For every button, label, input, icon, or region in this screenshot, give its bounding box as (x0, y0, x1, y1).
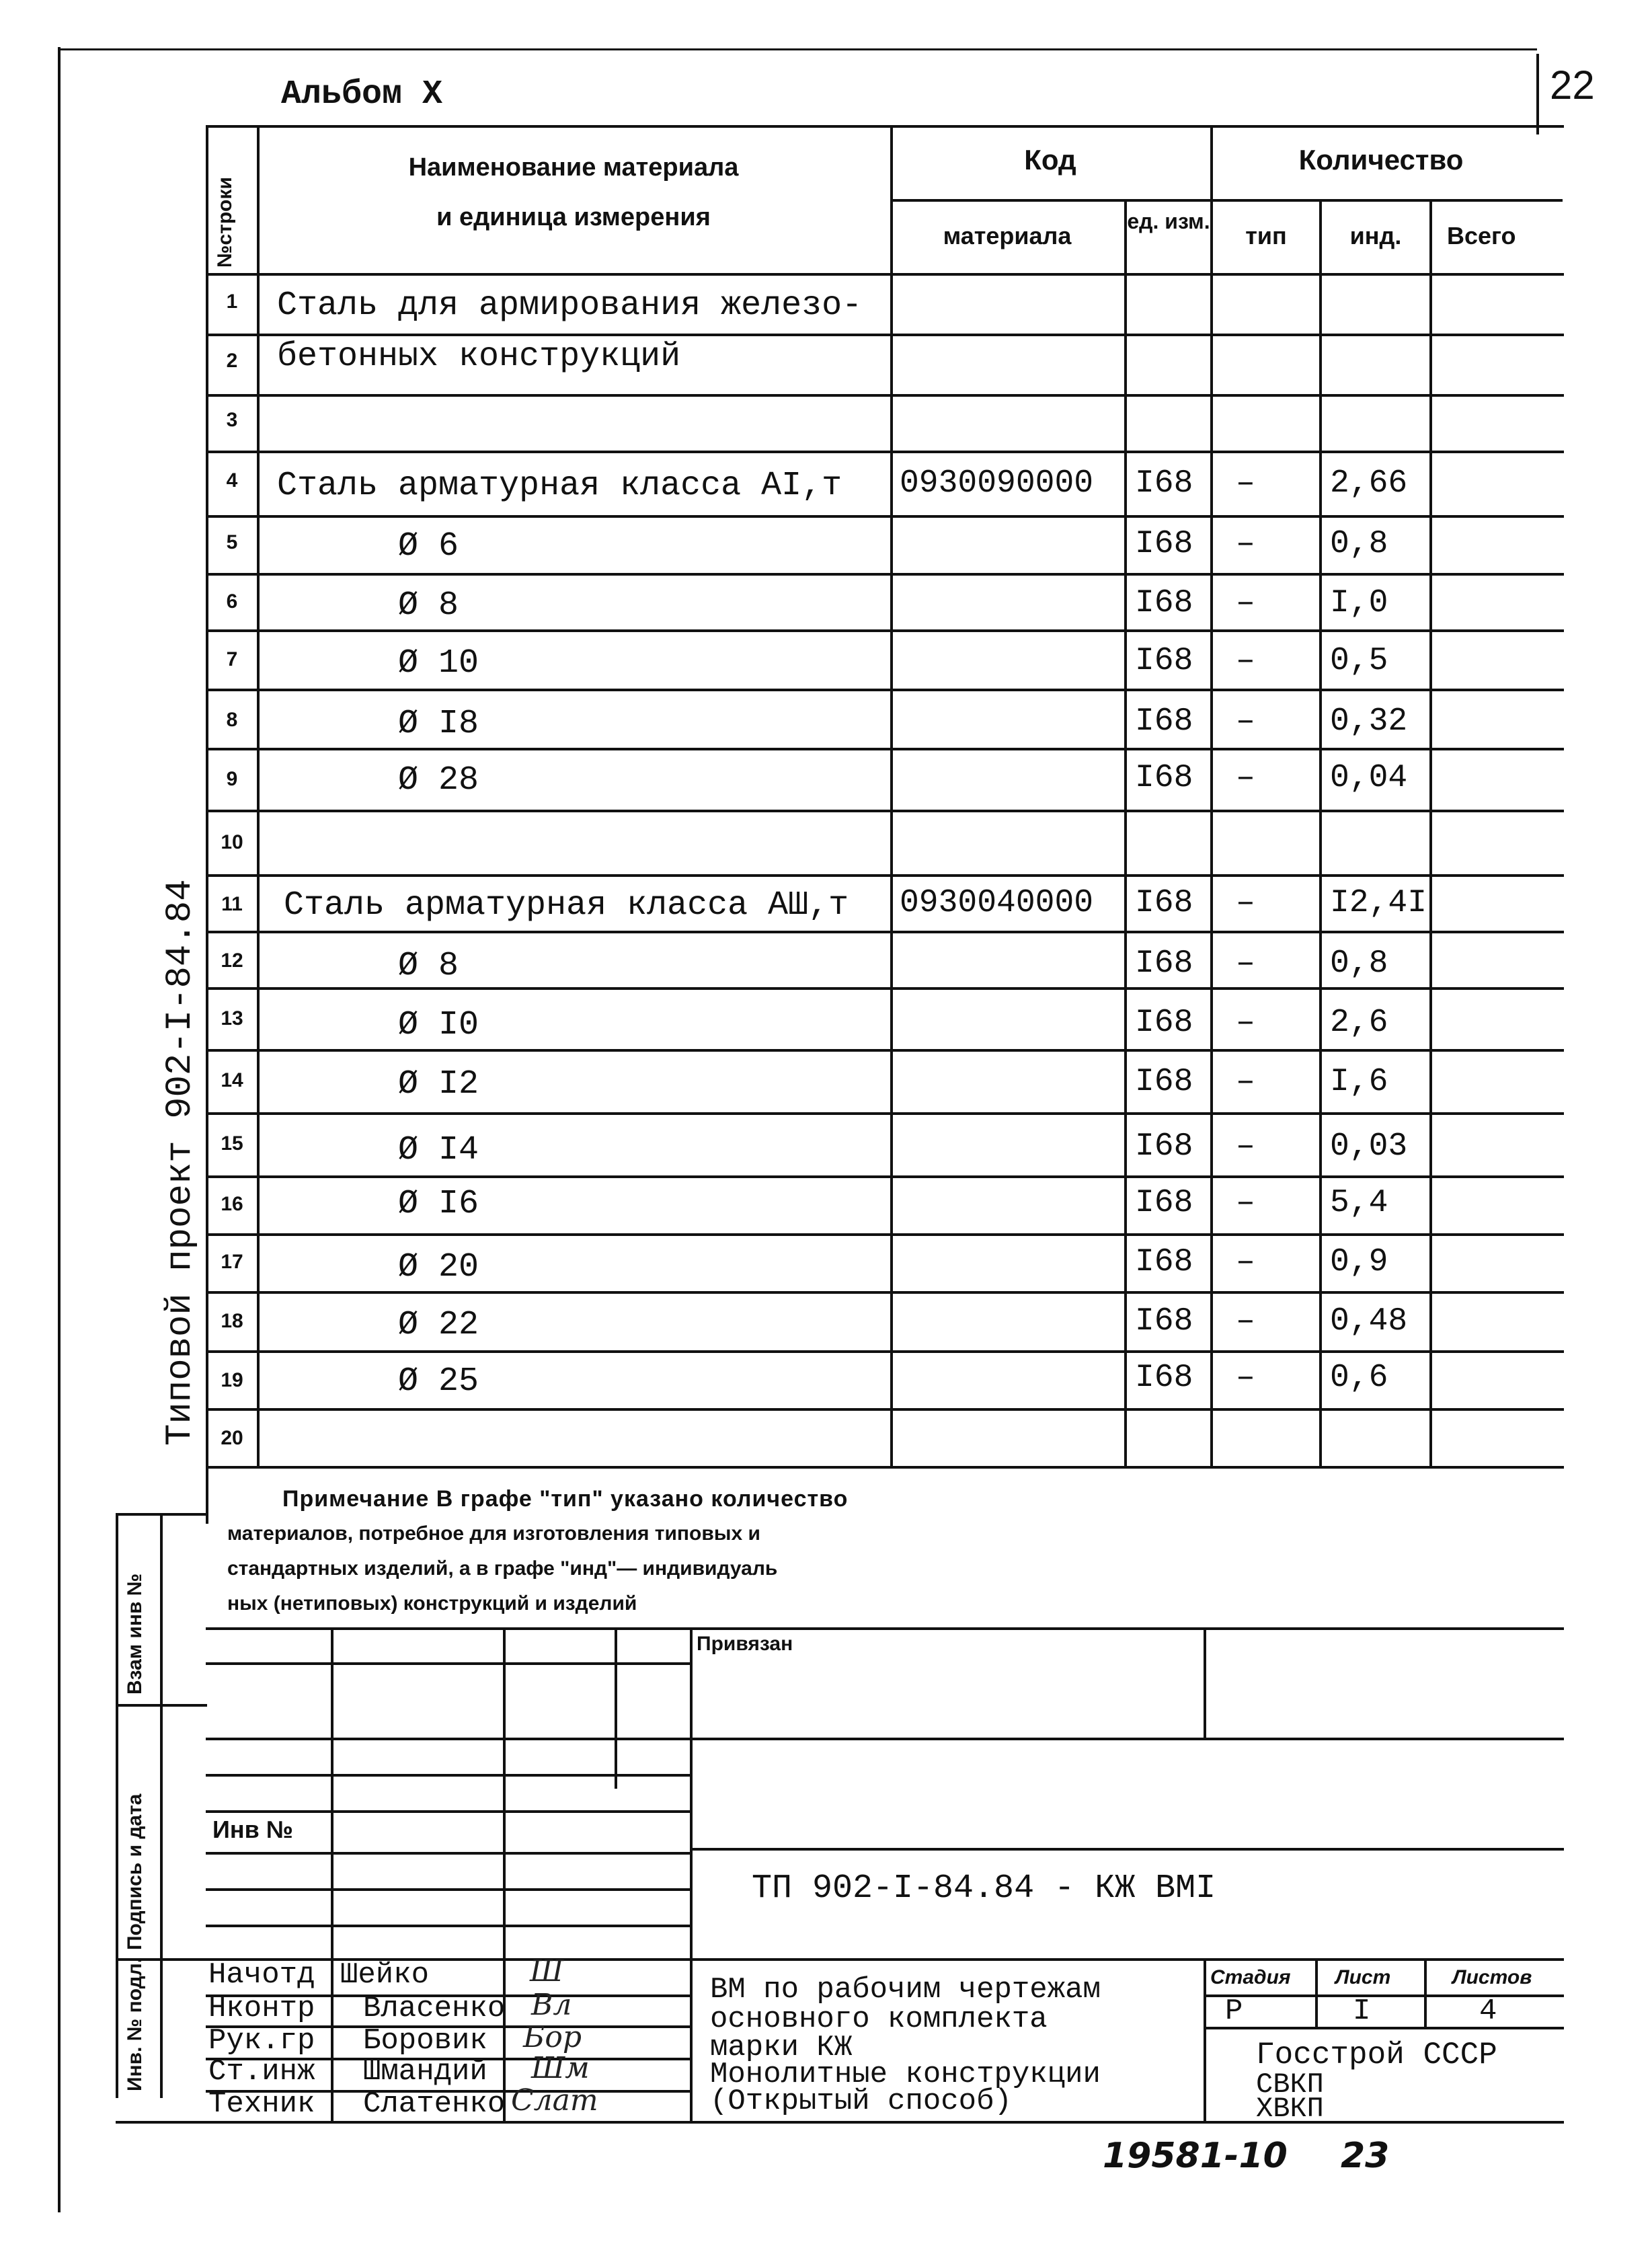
unit-code: I68 (1135, 703, 1193, 740)
row-line (206, 515, 1564, 518)
tb-signature: Слат (511, 2083, 598, 2118)
qty-type: – (1236, 1005, 1255, 1041)
tb-line (206, 1627, 1564, 1630)
unit-code: I68 (1135, 1128, 1193, 1165)
row-number: 19 (221, 1369, 243, 1391)
tb-inv-no: Инв № (212, 1816, 293, 1843)
material-name: бетонных конструкций (277, 338, 681, 376)
material-name: Сталь арматурная класса АШ,т (284, 886, 849, 925)
footer-page-number: 23 (1341, 2136, 1390, 2176)
material-name: Ø 8 (398, 947, 459, 985)
tb-desc-5: (Открытый способ) (710, 2085, 1012, 2118)
qty-type: – (1236, 643, 1255, 679)
note-line-2: материалов, потребное для изготовления типовых и (227, 1522, 760, 1545)
unit-code: I68 (1135, 1005, 1193, 1041)
tb-line (206, 1888, 690, 1891)
unit-code: I68 (1135, 585, 1193, 621)
stamp-col-right (160, 1513, 163, 2098)
material-name: Ø 22 (398, 1306, 479, 1344)
tb-line (1204, 1994, 1564, 1997)
row-line (206, 1291, 1564, 1294)
tb-person: Слатенко (363, 2087, 506, 2121)
qty-ind: I2,4I (1330, 885, 1427, 921)
row-line (206, 1408, 1564, 1411)
qty-ind: 0,5 (1330, 643, 1388, 679)
row-line (206, 451, 1564, 453)
tb-line (206, 1852, 690, 1855)
tb-stage-label: Стадия (1210, 1966, 1291, 1988)
row-line (206, 334, 1564, 336)
tb-vline (690, 1627, 693, 2122)
tb-org-2: СВКП (1256, 2068, 1324, 2101)
qty-ind: 5,4 (1330, 1185, 1388, 1221)
qty-ind: 2,66 (1330, 465, 1408, 502)
tb-org-1: Госстрой СССР (1256, 2038, 1497, 2072)
material-name: Ø I0 (398, 1006, 479, 1044)
stamp-col-div1 (116, 1704, 207, 1707)
row-line (206, 629, 1564, 632)
tb-signature: Вл (531, 1988, 572, 2022)
header-row-number: №строки (214, 177, 236, 268)
tb-signature: Шм (531, 2051, 590, 2085)
tb-role: Ст.инж (208, 2055, 315, 2089)
header-bottom-line (206, 273, 1564, 276)
tb-sheet-label: Лист (1335, 1966, 1391, 1988)
col-line-ind (1429, 199, 1432, 1467)
row-number: 12 (221, 949, 243, 972)
tb-person: Боровик (363, 2024, 487, 2058)
material-name: Ø 25 (398, 1362, 479, 1401)
row-number: 17 (221, 1251, 243, 1273)
tb-vline (615, 1627, 617, 1789)
footer-archive-number: 19581-10 (1103, 2136, 1288, 2176)
tb-signature: Бор (523, 2020, 582, 2054)
row-number: 9 (226, 768, 238, 790)
material-name: Ø 28 (398, 761, 479, 800)
unit-code: I68 (1135, 643, 1193, 679)
row-line (206, 874, 1564, 877)
row-line (206, 987, 1564, 990)
row-number: 14 (221, 1069, 243, 1091)
col-line-unit (1210, 125, 1213, 1467)
header-quantity: Количество (1298, 144, 1464, 176)
tb-line (206, 1662, 690, 1665)
tb-line (1204, 2027, 1564, 2029)
col-line-code (1124, 199, 1127, 1467)
header-quantity-ind: инд. (1349, 222, 1402, 249)
table-bottom-line (206, 1466, 1564, 1469)
material-name: Ø I6 (398, 1185, 479, 1223)
note-line-1: Примечание В графе "тип" указано количество (282, 1486, 849, 1512)
frame-left-border (58, 47, 61, 2212)
qty-type: – (1236, 885, 1255, 921)
note-line-4: ных (нетиповых) конструкций и изделий (227, 1592, 637, 1615)
side-label-inv-podl: Инв. № подл. (124, 1957, 146, 2091)
material-name: Ø I8 (398, 705, 479, 743)
row-line (206, 1233, 1564, 1236)
qty-type: – (1236, 585, 1255, 621)
table-top-line (206, 125, 1564, 128)
row-number: 3 (226, 409, 238, 431)
qty-type: – (1236, 760, 1255, 796)
header-code: Код (1024, 144, 1076, 176)
qty-type: – (1236, 1064, 1255, 1100)
header-mid-line (890, 199, 1563, 202)
row-number: 5 (226, 531, 238, 553)
tb-vline (503, 1627, 506, 2122)
unit-code: I68 (1135, 465, 1193, 502)
material-name: Ø 20 (398, 1248, 479, 1286)
tb-role: Начотд (208, 1958, 315, 1992)
row-line (206, 810, 1564, 812)
tb-person: Власенко (363, 1992, 506, 2025)
row-line (206, 1049, 1564, 1052)
header-code-unit: ед. изм. (1127, 209, 1210, 233)
col-line-name (890, 125, 893, 1467)
tb-desc-3: марки КЖ (710, 2031, 853, 2064)
header-code-material: материала (943, 222, 1072, 249)
qty-type: – (1236, 1244, 1255, 1280)
material-name: Ø 6 (398, 527, 459, 566)
qty-type: – (1236, 945, 1255, 982)
header-name-line1: Наименование материала (408, 153, 739, 182)
qty-ind: 0,03 (1330, 1128, 1408, 1165)
tb-privyazan: Привязан (697, 1633, 793, 1655)
qty-ind: 0,32 (1330, 703, 1408, 740)
tb-line (206, 1925, 690, 1927)
unit-code: I68 (1135, 1360, 1193, 1396)
row-number: 10 (221, 831, 243, 853)
qty-ind: 0,04 (1330, 760, 1408, 796)
row-number: 1 (226, 290, 238, 313)
tb-person: Шмандий (363, 2055, 487, 2089)
tb-line (206, 1774, 690, 1777)
tb-document-code: ТП 902-I-84.84 - КЖ ВМI (752, 1869, 1216, 1908)
qty-type: – (1236, 526, 1255, 562)
row-number: 15 (221, 1132, 243, 1155)
qty-ind: 0,8 (1330, 945, 1388, 982)
tb-vline (1204, 1627, 1206, 1738)
tb-desc-2: основного комплекта (710, 2003, 1048, 2036)
qty-ind: 0,6 (1330, 1360, 1388, 1396)
qty-ind: 0,9 (1330, 1244, 1388, 1280)
row-number: 2 (226, 350, 238, 372)
material-name: Ø 8 (398, 586, 459, 625)
row-line (206, 1112, 1564, 1115)
material-code: 0930040000 (900, 885, 1094, 921)
unit-code: I68 (1135, 1185, 1193, 1221)
stamp-col-left (116, 1513, 118, 2098)
qty-ind: I,6 (1330, 1064, 1388, 1100)
tb-sheets-label: Листов (1452, 1966, 1532, 1988)
material-code: 0930090000 (900, 465, 1094, 502)
tb-desc-4: Монолитные конструкции (710, 2058, 1101, 2091)
row-line (206, 1175, 1564, 1178)
tb-stage-value: Р (1225, 1994, 1243, 2028)
header-quantity-total: Всего (1447, 222, 1516, 249)
tb-vline (1315, 1958, 1318, 2028)
unit-code: I68 (1135, 1303, 1193, 1340)
tb-vline (1204, 1958, 1206, 2122)
row-number: 7 (226, 648, 238, 670)
tb-role: Нконтр (208, 1992, 315, 2025)
header-quantity-type: тип (1245, 222, 1287, 249)
row-number: 4 (226, 469, 238, 492)
col-line-type (1319, 199, 1322, 1467)
tb-role: Техник (208, 2087, 315, 2121)
qty-type: – (1236, 1128, 1255, 1165)
unit-code: I68 (1135, 1244, 1193, 1280)
unit-code: I68 (1135, 945, 1193, 982)
sheet-no-box-left (1536, 54, 1539, 134)
row-line (206, 394, 1564, 397)
tb-signature: Ш (530, 1954, 564, 1988)
frame-top-border (58, 48, 1537, 50)
row-number: 11 (221, 893, 243, 915)
row-line (206, 1350, 1564, 1353)
tb-line (206, 1810, 690, 1813)
row-number: 13 (221, 1007, 243, 1030)
material-name: Ø I4 (398, 1131, 479, 1169)
note-line-3: стандартных изделий, а в графе "инд"— индивидуаль (227, 1557, 778, 1580)
tb-vline (1424, 1958, 1427, 2028)
material-name: Ø I2 (398, 1065, 479, 1103)
unit-code: I68 (1135, 885, 1193, 921)
row-number: 16 (221, 1193, 243, 1215)
unit-code: I68 (1135, 526, 1193, 562)
unit-code: I68 (1135, 760, 1193, 796)
qty-type: – (1236, 465, 1255, 502)
row-line (206, 748, 1564, 750)
qty-type: – (1236, 1303, 1255, 1340)
album-title: Альбом X (281, 75, 443, 114)
tb-sheets-value: 4 (1479, 1994, 1497, 2028)
unit-code: I68 (1135, 1064, 1193, 1100)
tb-org-3: ХВКП (1256, 2093, 1324, 2125)
side-label-vzam: Взам инв № (124, 1573, 146, 1695)
row-line (206, 573, 1564, 576)
side-label-podpis: Подпись и дата (124, 1793, 146, 1950)
qty-type: – (1236, 1185, 1255, 1221)
qty-type: – (1236, 703, 1255, 740)
row-line (206, 931, 1564, 933)
tb-vline (331, 1627, 333, 2122)
row-number: 18 (221, 1310, 243, 1332)
row-number: 8 (226, 709, 238, 731)
sheet-number: 22 (1550, 63, 1595, 108)
stamp-col-top (116, 1513, 207, 1516)
qty-ind: 0,48 (1330, 1303, 1408, 1340)
qty-type: – (1236, 1360, 1255, 1396)
material-name: Ø 10 (398, 644, 479, 683)
row-number: 20 (221, 1427, 243, 1449)
tb-line (206, 1738, 1564, 1740)
row-line (206, 689, 1564, 691)
qty-ind: 0,8 (1330, 526, 1388, 562)
qty-ind: 2,6 (1330, 1005, 1388, 1041)
header-name-line2: и единица измерения (436, 203, 711, 231)
qty-ind: I,0 (1330, 585, 1388, 621)
tb-desc-1: ВМ по рабочим чертежам (710, 1973, 1101, 2007)
tb-role: Рук.гр (208, 2024, 315, 2058)
tb-line (690, 1848, 1564, 1851)
material-name: Сталь для армирования железо- (277, 286, 863, 325)
tb-person: Шейко (340, 1958, 430, 1992)
side-project-title: Типовой проект 902-I-84.84 (160, 879, 201, 1446)
row-number: 6 (226, 590, 238, 613)
tb-sheet-value: I (1353, 1994, 1371, 2028)
material-name: Сталь арматурная класса АI,т (277, 467, 842, 505)
col-line-rownum (257, 125, 260, 1467)
